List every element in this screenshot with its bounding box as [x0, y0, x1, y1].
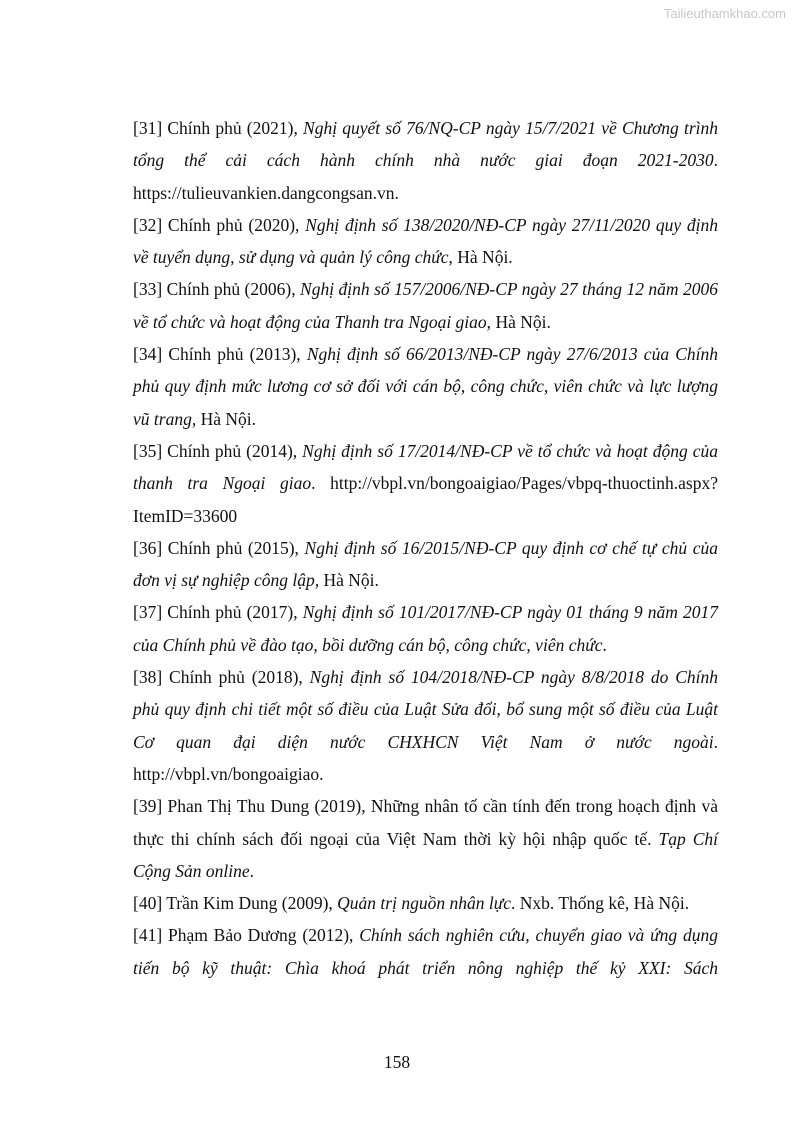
reference-author: Chính phủ (2018), [169, 667, 303, 688]
page-number: 158 [383, 1052, 411, 1072]
reference-title: Chính sách nghiên cứu, chuyển giao và ứng dụng tiến bộ kỹ thuật: Chìa khoá phát triển nông nghiệp thế kỷ XXI: Sách [133, 925, 719, 978]
reference-number: [40] [133, 893, 163, 914]
reference-title: Nghị quyết số 76/NQ-CP ngày 15/7/2021 về Chương trình tổng thể cải cách hành chính nhà nước giai đoạn 2021-2030 [133, 118, 719, 171]
reference-number: [35] [133, 440, 163, 461]
reference-author: Chính phủ (2006), [166, 279, 296, 300]
reference-trailer: . http://vbpl.vn/bongoaigiao/Pages/vbpq-thuoctinh.aspx?ItemID=33600 [133, 473, 718, 526]
reference-trailer: Hà Nội. [491, 311, 551, 332]
reference-item [133, 338, 718, 435]
reference-number: [31] [133, 118, 163, 138]
reference-number: [37] [133, 602, 163, 623]
reference-item [133, 273, 718, 338]
reference-author: Chính phủ (2015), [167, 537, 299, 558]
reference-trailer: . [602, 634, 607, 655]
reference-title: Nghị định số 138/2020/NĐ-CP ngày 27/11/2020 quy định về tuyển dụng, sử dụng và quản lý công chức [133, 214, 718, 268]
reference-trailer: , Hà Nội. [448, 247, 513, 268]
reference-author: Chính phủ (2013), [168, 344, 301, 365]
reference-number: [34] [133, 344, 163, 365]
reference-author: Chính phủ (2014), [167, 440, 298, 461]
reference-author: Chính phủ (2020), [167, 214, 300, 235]
reference-number: [33] [133, 279, 163, 300]
reference-number: [36] [133, 537, 163, 558]
reference-item [133, 532, 718, 597]
reference-title: Nghị định số 157/2006/NĐ-CP ngày 27 tháng 12 năm 2006 về tổ chức và hoạt động của Thanh tra Ngoại giao, [133, 279, 718, 332]
reference-trailer: . Nxb. Thống kê, Hà Nội. [511, 893, 690, 914]
reference-item [133, 435, 718, 532]
reference-item [133, 919, 718, 984]
reference-title: Nghị định số 104/2018/NĐ-CP ngày 8/8/2018 do Chính phủ quy định chi tiết một số điều của Luật Sửa đổi, bổ sung một số điều của Luật Cơ quan đại diện nước CHXHCN Việt Nam ở nước ngoài [133, 667, 719, 752]
reference-title: Nghị định số 66/2013/NĐ-CP ngày 27/6/2013 của Chính phủ quy định mức lương cơ sở đối với cán bộ, công chức, viên chức và lực lượng vũ trang, [133, 344, 719, 429]
reference-trailer: Hà Nội. [319, 570, 379, 591]
watermark: Tailieuthamkhao.com [663, 6, 786, 21]
reference-item [133, 887, 718, 919]
reference-item [133, 112, 718, 209]
reference-number: [41] [133, 925, 163, 946]
reference-item [133, 790, 718, 887]
reference-trailer: . [249, 860, 255, 881]
reference-title: Nghị định số 101/2017/NĐ-CP ngày 01 tháng 9 năm 2017 của Chính phủ về đào tạo, bồi dưỡng cán bộ, công chức, viên chức [133, 602, 718, 655]
reference-number: [38] [133, 667, 163, 688]
reference-list [133, 112, 718, 984]
reference-author: Chính phủ (2021), [167, 118, 298, 138]
reference-author: Trần Kim Dung (2009), [166, 893, 333, 914]
reference-item [133, 209, 718, 274]
reference-trailer: . http://vbpl.vn/bongoaigiao. [133, 731, 718, 784]
reference-title: Tạp Chí Cộng Sản online [133, 828, 718, 881]
reference-title: Quản trị nguồn nhân lực [337, 893, 512, 914]
reference-author: Chính phủ (2017), [167, 602, 298, 623]
reference-item [133, 596, 718, 661]
reference-item [133, 661, 718, 790]
reference-title: Nghị định số 17/2014/NĐ-CP về tổ chức và hoạt động của thanh tra Ngoại giao [133, 440, 718, 494]
reference-trailer: Hà Nội. [196, 408, 256, 429]
reference-trailer: . https://tulieuvankien.dangcongsan.vn. [133, 150, 718, 203]
reference-author: Phạm Bảo Dương (2012), [167, 925, 354, 946]
reference-title: Nghị định số 16/2015/NĐ-CP quy định cơ chế tự chủ của đơn vị sự nghiệp công lập, [133, 537, 719, 591]
reference-author: Phan Thị Thu Dung (2019), Những nhân tố cần tính đến trong hoạch định và thực thi chính sách đối ngoại của Việt Nam thời kỳ hội nhập quốc tế. [133, 796, 718, 849]
reference-number: [32] [133, 214, 163, 235]
reference-number: [39] [133, 796, 163, 817]
